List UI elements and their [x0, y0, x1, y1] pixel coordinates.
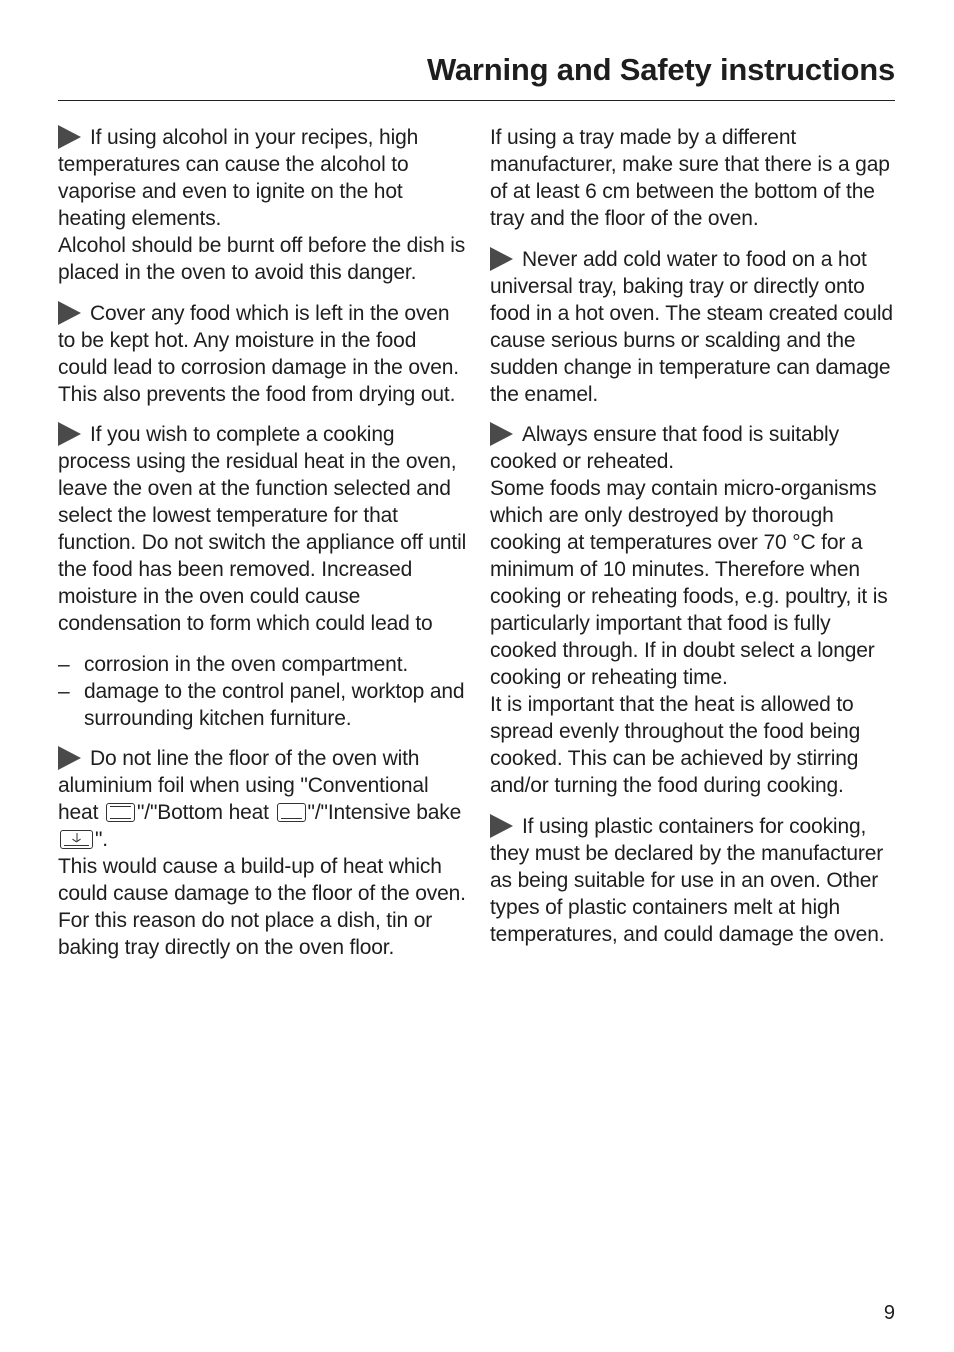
list-dash: – — [58, 652, 70, 676]
warning-foil-reason: This would cause a build-up of heat which could cause damage to the floor of the oven. — [58, 855, 466, 905]
warning-cover-food-text: Cover any food which is left in the oven to be kept hot. Any moisture in the food could lead to corrosion damage in the oven. This also prevents the food from drying out. — [58, 301, 459, 406]
note-tray-gap — [490, 124, 900, 232]
triangle-arrow-icon — [490, 247, 513, 271]
condensation-consequences-list — [58, 651, 468, 732]
header-divider — [58, 100, 895, 101]
warning-foil-text-1: Do not line the floor of the oven with aluminium foil when using "Conventional heat — [58, 747, 429, 824]
triangle-arrow-icon — [58, 301, 81, 325]
list-item-text: corrosion in the oven compartment. — [84, 652, 409, 676]
warning-foil-text-4: ". — [95, 828, 108, 851]
note-tray-gap-text: If using a tray made by a different manufacturer, make sure that there is a gap of at least 6 cm between the bottom of the tray and the floor of the oven. — [490, 126, 890, 230]
triangle-arrow-icon — [58, 422, 81, 446]
warning-aluminium-foil — [58, 745, 468, 961]
triangle-arrow-icon — [58, 746, 81, 770]
bottom-heat-icon — [277, 803, 306, 822]
page-number: 9 — [883, 1302, 895, 1324]
list-item-text: damage to the control panel, worktop and surrounding kitchen furniture. — [84, 679, 465, 730]
conventional-heat-icon — [106, 803, 135, 822]
list-item — [58, 651, 468, 678]
warning-cold-water-text: Never add cold water to food on a hot universal tray, baking tray or directly onto food in a hot oven. The steam created could cause serious burns or scalding and the sudden change in temperature can damage the enamel. — [490, 247, 893, 406]
warning-cold-water — [490, 246, 900, 408]
warning-cook-thoroughly-text: Always ensure that food is suitably cooked or reheated. — [490, 423, 839, 473]
left-column — [58, 124, 468, 975]
warning-foil-advice: For this reason do not place a dish, tin or baking tray directly on the oven floor. — [58, 909, 433, 959]
warning-residual-heat — [58, 421, 468, 637]
warning-foil-text-3: "/"Intensive bake — [307, 801, 462, 824]
warning-residual-heat-text: If you wish to complete a cooking process using the residual heat in the oven, leave the oven at the function selected and select the lowest temperature for that function. Do not switch the appliance off until the food has been removed. Increased moisture in the oven could cause condensation to form which could lead to — [58, 423, 467, 635]
warning-micro-organisms: Some foods may contain micro-organisms which are only destroyed by thorough cooking at temperatures over 70 °C for a minimum of 10 minutes. Therefore when cooking or reheating foods, e.g. poultry, it is particularly important that food is fully cooked through. If in doubt select a longer cooking or reheating time. — [490, 477, 888, 689]
warning-foil-text-2: "/"Bottom heat — [136, 801, 275, 824]
warning-alcohol-text: If using alcohol in your recipes, high temperatures can cause the alcohol to vaporise and even to ignite on the hot heating elements. — [58, 126, 419, 230]
intensive-bake-icon — [60, 830, 93, 849]
page-title: Warning and Safety instructions — [426, 52, 895, 87]
warning-plastic-containers — [490, 813, 900, 948]
right-column — [490, 124, 900, 961]
warning-cook-thoroughly — [490, 421, 900, 799]
list-item — [58, 678, 468, 732]
warning-cover-food — [58, 300, 468, 408]
list-dash: – — [58, 679, 70, 703]
warning-heat-spread: It is important that the heat is allowed to spread evenly throughout the food being cooked. This can be achieved by stirring and/or turning the food during cooking. — [490, 693, 861, 797]
triangle-arrow-icon — [490, 422, 513, 446]
warning-alcohol-advice: Alcohol should be burnt off before the dish is placed in the oven to avoid this danger. — [58, 234, 466, 284]
triangle-arrow-icon — [490, 814, 513, 838]
warning-plastic-text: If using plastic containers for cooking, they must be declared by the manufacturer as being suitable for use in an oven. Other types of plastic containers melt at high temperatures, and could damage the oven. — [490, 814, 885, 946]
warning-alcohol — [58, 124, 468, 286]
triangle-arrow-icon — [58, 125, 81, 149]
